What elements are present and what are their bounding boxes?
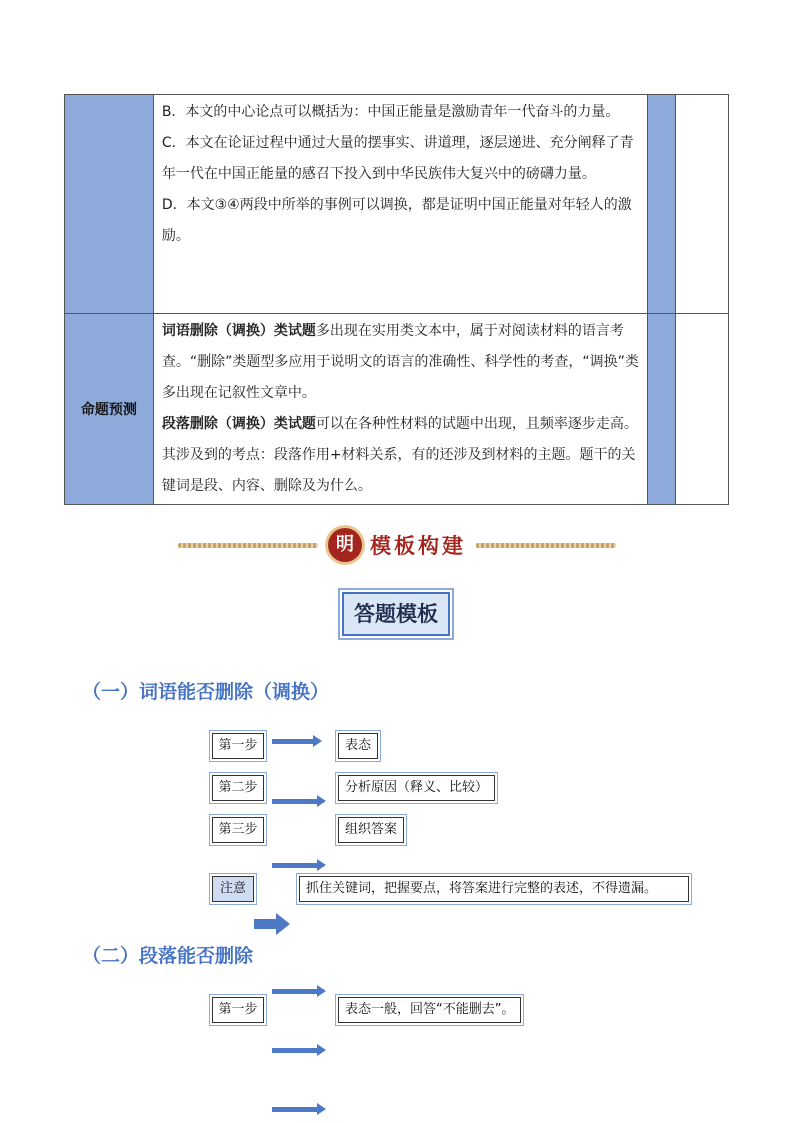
option-d: D．本文③④两段中所举的事例可以调换，都是证明中国正能量对年轻人的激励。 [161, 197, 632, 244]
arrow-right-icon [272, 1045, 326, 1055]
step-content-box: 分析原因（释义、比较） [338, 775, 495, 801]
label-cell [65, 314, 154, 505]
table-row [65, 314, 729, 505]
step-box: 第一步 [212, 997, 264, 1023]
prediction-cell [153, 314, 647, 505]
step-box: 第二步 [212, 775, 264, 801]
question-table [64, 94, 729, 505]
blue-cell [648, 95, 676, 314]
table-row [65, 95, 729, 314]
prediction-paragraph-1 [162, 316, 639, 409]
section-banner [178, 524, 616, 566]
blank-cell [676, 314, 729, 505]
seal-icon: 明 [328, 528, 362, 562]
step-content-box: 表态 [338, 733, 378, 759]
step-box: 第一步 [212, 733, 264, 759]
options-cell [153, 95, 647, 314]
banner-title: 模板构建 [370, 533, 466, 558]
section2-heading: （二）段落能否删除 [82, 945, 254, 967]
template-title: 答题模板 [342, 592, 450, 636]
option-b: B．本文的中心论点可以概括为：中国正能量是激励青年一代奋斗的力量。 [161, 104, 620, 120]
prediction-paragraph-2 [162, 409, 639, 502]
paragraph-question-desc: 可以在各种性材料的试题中出现，且频率逐步走高。其涉及到的考点：段落作用+材料关系，有的还涉及到材料的主题。题干的关键词是段、内容、删除及为什么。 [161, 416, 638, 494]
banner-divider-left [178, 543, 318, 548]
step-box: 第三步 [212, 817, 264, 843]
arrow-right-icon [272, 736, 322, 746]
label-cell-empty [65, 95, 154, 314]
note-content-box: 抓住关键词，把握要点，将答案进行完整的表述，不得遗漏。 [299, 876, 689, 902]
arrow-right-icon [272, 860, 326, 870]
prediction-label: 命题预测 [80, 402, 137, 418]
blank-cell [676, 95, 729, 314]
arrow-right-icon [272, 986, 326, 996]
step-content-box: 表态一般，回答“不能删去”。 [338, 997, 521, 1023]
arrow-right-icon [254, 913, 290, 935]
word-question-type: 词语删除（调换）类试题 [161, 323, 316, 339]
step-content-box: 组织答案 [338, 817, 404, 843]
blue-cell [648, 314, 676, 505]
arrow-right-icon [272, 1104, 326, 1114]
word-question-desc: 多出现在实用类文本中，属于对阅读材料的语言考查。“删除”类题型多应用于说明文的语言的准确性、科学性的考查，“调换”类多出现在记叙性文章中。 [161, 323, 639, 401]
section1-heading: （一）词语能否删除（调换） [82, 681, 330, 703]
arrow-right-icon [272, 796, 326, 806]
banner-divider-right [476, 543, 616, 548]
paragraph-question-type: 段落删除（调换）类试题 [161, 416, 316, 432]
option-c: C．本文在论证过程中通过大量的摆事实、讲道理，逐层递进、充分阐释了青年一代在中国正能量的感召下投入到中华民族伟大复兴中的磅礴力量。 [161, 135, 634, 182]
note-label: 注意 [212, 876, 254, 902]
